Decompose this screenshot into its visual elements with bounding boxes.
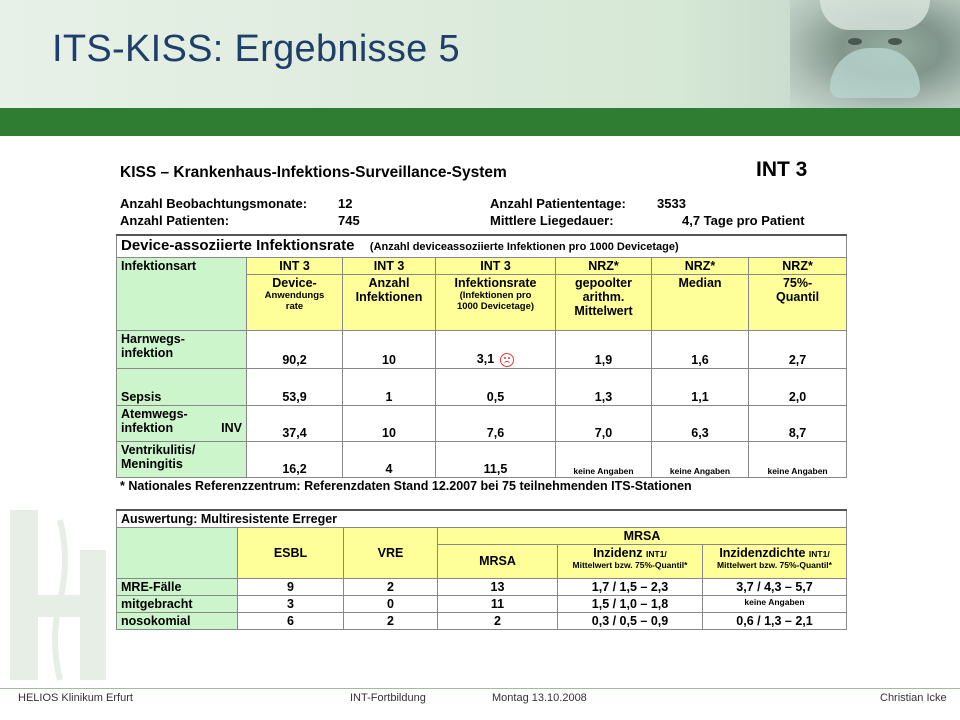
- header-quantil: 75%- Quantil: [749, 274, 847, 330]
- frown-icon: [500, 353, 514, 367]
- footer-author: Christian Icke: [880, 692, 947, 704]
- months-value: 12: [338, 196, 353, 211]
- table-row: Harnwegs- infektion 90,2 10 3,1 1,9 1,6 2,7: [117, 330, 847, 368]
- unit-label: INT 3: [756, 158, 808, 181]
- header-green-bar: [0, 108, 960, 136]
- table-row: Ventrikulitis/ Meningitis 16,2 4 11,5 keine Angaben keine Angaben keine Angaben: [117, 441, 847, 477]
- header-mrsa: MRSA: [438, 544, 558, 578]
- footnote: * Nationales Referenzzentrum: Referenzdaten Stand 12.2007 bei 75 teilnehmenden ITS-Stationen: [120, 478, 692, 493]
- patients-value: 745: [338, 213, 360, 228]
- header-median: Median: [652, 274, 749, 330]
- group-header: NRZ*: [652, 257, 749, 274]
- header-mittelwert: gepoolter arithm. Mittelwert: [556, 274, 652, 330]
- content-area: [116, 150, 846, 630]
- header-anzahl: Anzahl Infektionen: [343, 274, 436, 330]
- patientdays-value: 3533: [657, 196, 686, 211]
- table-row: Atemwegs- infektion INV 37,4 10 7,6 7,0 6,3 8,7: [117, 405, 847, 441]
- group-header: NRZ*: [749, 257, 847, 274]
- table-row: Sepsis 53,9 1 0,5 1,3 1,1 2,0: [117, 368, 847, 405]
- header-vre: VRE: [344, 527, 438, 578]
- footer-divider: [0, 688, 960, 689]
- mre-title: Auswertung: Multiresistente Erreger: [117, 510, 847, 528]
- table-row: mitgebracht 3 0 11 1,5 / 1,0 – 1,8 keine Angaben: [117, 595, 847, 612]
- group-header: INT 3: [343, 257, 436, 274]
- header-esbl: ESBL: [238, 527, 344, 578]
- header-inzidenz: Inzidenz INT1/ Mittelwert bzw. 75%-Quantil*: [558, 544, 703, 578]
- header-infektionsrate: Infektionsrate (Infektionen pro 1000 Devicetage): [436, 274, 556, 330]
- summary-block: [116, 184, 846, 234]
- months-label: Anzahl Beobachtungsmonate:: [120, 196, 308, 211]
- device-rate-table: [116, 234, 847, 478]
- footer-event: INT-Fortbildung: [350, 692, 426, 704]
- col-infektionsart: Infektionsart: [117, 257, 247, 330]
- group-header: INT 3: [436, 257, 556, 274]
- mre-table: [116, 509, 847, 630]
- header-mrsa-group: MRSA: [438, 527, 847, 544]
- device-table-subtitle: (Anzahl deviceassoziierte Infektionen pro 1000 Devicetage): [369, 241, 679, 253]
- stay-value: 4,7 Tage pro Patient: [682, 213, 805, 228]
- header-device-rate: Device- Anwendungs rate: [247, 274, 343, 330]
- slide-title: ITS-KISS: Ergebnisse 5: [52, 28, 460, 70]
- group-header: INT 3: [247, 257, 343, 274]
- table-row: nosokomial 6 2 2 0,3 / 0,5 – 0,9 0,6 / 1,3 – 2,1: [117, 612, 847, 629]
- table-row: MRE-Fälle 9 2 13 1,7 / 1,5 – 2,3 3,7 / 4,3 – 5,7: [117, 578, 847, 595]
- footer-date: Montag 13.10.2008: [492, 692, 587, 704]
- group-header: NRZ*: [556, 257, 652, 274]
- header-photo: [790, 0, 960, 108]
- stay-label: Mittlere Liegedauer:: [490, 213, 614, 228]
- slide-header: [0, 0, 960, 108]
- header-inzidenzdichte: Inzidenzdichte INT1/ Mittelwert bzw. 75%-Quantil*: [703, 544, 847, 578]
- kiss-title: KISS – Krankenhaus-Infektions-Surveillance-System: [120, 164, 507, 181]
- patientdays-label: Anzahl Patiententage:: [490, 196, 626, 211]
- footer-left: HELIOS Klinikum Erfurt: [18, 692, 133, 704]
- device-table-title: Device-assoziierte Infektionsrate: [121, 237, 355, 254]
- patients-label: Anzahl Patienten:: [120, 213, 230, 228]
